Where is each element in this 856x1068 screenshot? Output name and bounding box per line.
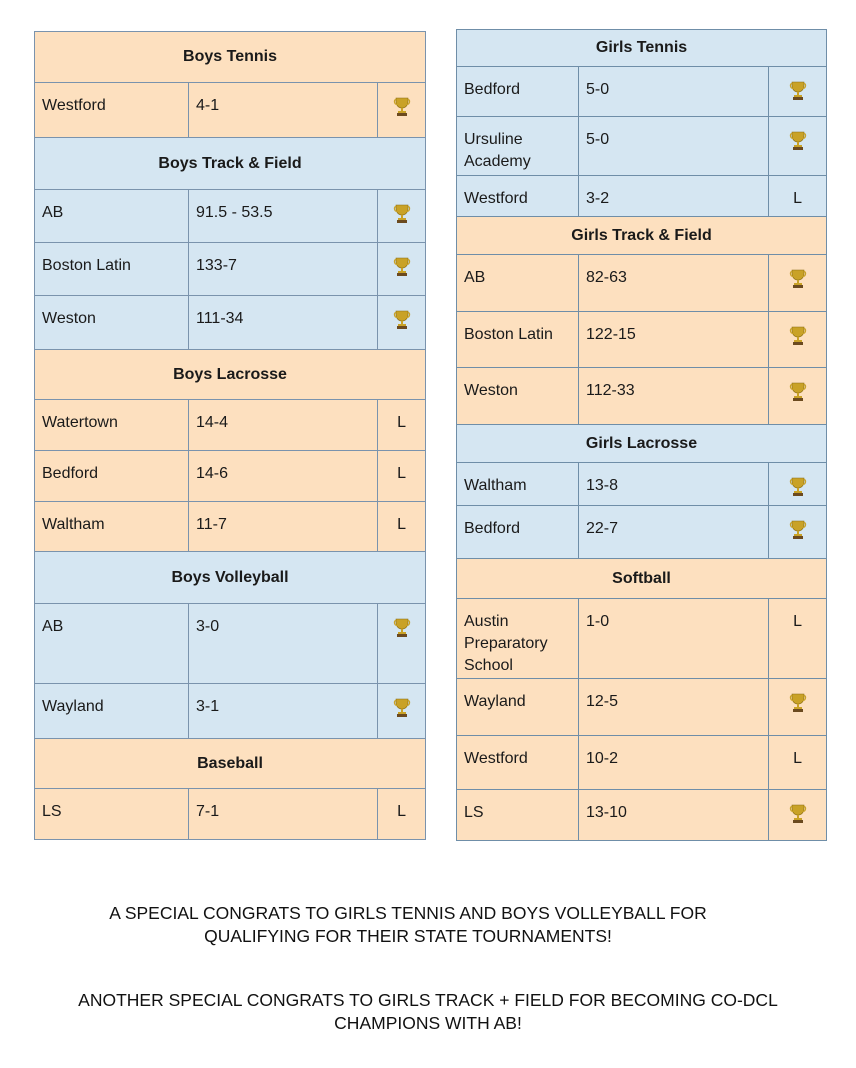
trophy-icon	[789, 267, 807, 289]
result-cell	[769, 463, 827, 506]
result-cell	[378, 400, 426, 451]
section-header-row	[457, 425, 827, 463]
congrats-note-dcl-text: ANOTHER SPECIAL CONGRATS TO GIRLS TRACK + FIELD FOR BECOMING CO-DCL CHAMPIONS WITH AB!	[78, 990, 778, 1033]
table-row	[35, 789, 426, 840]
loss-marker: L	[793, 613, 802, 630]
result-cell	[378, 451, 426, 502]
opponent-cell: Westford	[457, 176, 579, 217]
table-row	[457, 312, 827, 368]
opponent-cell: Bedford	[35, 451, 189, 502]
score-cell: 82-63	[579, 255, 769, 312]
score-cell: 91.5 - 53.5	[189, 190, 378, 243]
section-title: Baseball	[35, 739, 426, 789]
loss-marker: L	[793, 190, 802, 207]
score-cell: 12-5	[579, 679, 769, 736]
opponent-cell: Austin Preparatory School	[457, 599, 579, 679]
result-cell	[769, 176, 827, 217]
congrats-note-dcl	[0, 989, 856, 1035]
score-cell: 1-0	[579, 599, 769, 679]
trophy-icon	[789, 324, 807, 346]
opponent-cell: Weston	[35, 296, 189, 350]
opponent-cell: Boston Latin	[35, 243, 189, 296]
section-header-row	[35, 350, 426, 400]
table-row	[457, 255, 827, 312]
section-title: Girls Tennis	[457, 30, 827, 67]
table-row	[457, 463, 827, 506]
table-row	[35, 684, 426, 739]
score-cell: 111-34	[189, 296, 378, 350]
result-cell	[378, 83, 426, 138]
score-cell: 5-0	[579, 117, 769, 176]
table-row	[457, 736, 827, 790]
result-cell	[769, 736, 827, 790]
result-cell	[769, 255, 827, 312]
opponent-cell: Ursuline Academy	[457, 117, 579, 176]
table-row	[35, 83, 426, 138]
trophy-icon	[789, 129, 807, 151]
section-title: Softball	[457, 559, 827, 599]
opponent-cell: Waltham	[35, 502, 189, 552]
result-cell	[769, 67, 827, 117]
score-cell: 11-7	[189, 502, 378, 552]
score-cell: 5-0	[579, 67, 769, 117]
section-title: Boys Lacrosse	[35, 350, 426, 400]
score-cell: 112-33	[579, 368, 769, 425]
congrats-note-state	[0, 902, 856, 948]
score-cell: 22-7	[579, 506, 769, 559]
trophy-icon	[789, 79, 807, 101]
trophy-icon	[393, 255, 411, 277]
score-cell: 4-1	[189, 83, 378, 138]
trophy-icon	[789, 380, 807, 402]
trophy-icon	[393, 696, 411, 718]
result-cell	[378, 243, 426, 296]
result-cell	[769, 506, 827, 559]
opponent-cell: LS	[35, 789, 189, 840]
opponent-cell: Weston	[457, 368, 579, 425]
result-cell	[769, 790, 827, 841]
opponent-cell: Bedford	[457, 506, 579, 559]
result-cell	[769, 679, 827, 736]
score-cell: 133-7	[189, 243, 378, 296]
section-header-row	[35, 138, 426, 190]
trophy-icon	[789, 691, 807, 713]
score-cell: 3-2	[579, 176, 769, 217]
score-cell: 14-6	[189, 451, 378, 502]
table-row	[35, 400, 426, 451]
score-cell: 7-1	[189, 789, 378, 840]
result-cell	[378, 684, 426, 739]
section-header-row	[457, 559, 827, 599]
opponent-cell: LS	[457, 790, 579, 841]
right-results-table	[456, 29, 827, 841]
trophy-icon	[393, 202, 411, 224]
table-row	[457, 506, 827, 559]
opponent-cell: Boston Latin	[457, 312, 579, 368]
loss-marker: L	[397, 465, 406, 482]
result-cell	[378, 190, 426, 243]
opponent-cell: AB	[35, 604, 189, 684]
result-cell	[378, 789, 426, 840]
table-row	[457, 790, 827, 841]
opponent-cell: Westford	[457, 736, 579, 790]
section-header-row	[457, 217, 827, 255]
score-cell: 122-15	[579, 312, 769, 368]
table-row	[457, 599, 827, 679]
table-row	[35, 451, 426, 502]
score-cell: 13-8	[579, 463, 769, 506]
result-cell	[378, 296, 426, 350]
section-header-row	[35, 552, 426, 604]
result-cell	[378, 502, 426, 552]
score-cell: 3-0	[189, 604, 378, 684]
trophy-icon	[393, 616, 411, 638]
table-row	[457, 176, 827, 217]
loss-marker: L	[397, 803, 406, 820]
opponent-cell: Bedford	[457, 67, 579, 117]
table-row	[35, 243, 426, 296]
score-cell: 10-2	[579, 736, 769, 790]
loss-marker: L	[397, 414, 406, 431]
table-row	[457, 368, 827, 425]
loss-marker: L	[793, 750, 802, 767]
trophy-icon	[789, 518, 807, 540]
section-title: Boys Volleyball	[35, 552, 426, 604]
opponent-cell: Waltham	[457, 463, 579, 506]
table-row	[457, 679, 827, 736]
trophy-icon	[393, 95, 411, 117]
section-title: Girls Lacrosse	[457, 425, 827, 463]
table-row	[35, 604, 426, 684]
table-row	[457, 67, 827, 117]
table-row	[35, 502, 426, 552]
trophy-icon	[789, 802, 807, 824]
result-cell	[378, 604, 426, 684]
table-row	[35, 190, 426, 243]
section-title: Boys Tennis	[35, 32, 426, 83]
section-header-row	[35, 32, 426, 83]
congrats-note-state-text: A SPECIAL CONGRATS TO GIRLS TENNIS AND BOYS VOLLEYBALL FOR QUALIFYING FOR THEIR STATE TOURNAMENTS!	[109, 903, 707, 946]
section-title: Boys Track & Field	[35, 138, 426, 190]
table-row	[35, 296, 426, 350]
opponent-cell: Wayland	[457, 679, 579, 736]
score-cell: 3-1	[189, 684, 378, 739]
opponent-cell: AB	[35, 190, 189, 243]
opponent-cell: Watertown	[35, 400, 189, 451]
score-cell: 13-10	[579, 790, 769, 841]
result-cell	[769, 599, 827, 679]
left-results-table	[34, 31, 426, 840]
table-row	[457, 117, 827, 176]
score-cell: 14-4	[189, 400, 378, 451]
opponent-cell: Westford	[35, 83, 189, 138]
trophy-icon	[789, 475, 807, 497]
section-header-row	[457, 30, 827, 67]
opponent-cell: AB	[457, 255, 579, 312]
trophy-icon	[393, 308, 411, 330]
section-header-row	[35, 739, 426, 789]
result-cell	[769, 312, 827, 368]
result-cell	[769, 368, 827, 425]
section-title: Girls Track & Field	[457, 217, 827, 255]
loss-marker: L	[397, 516, 406, 533]
result-cell	[769, 117, 827, 176]
opponent-cell: Wayland	[35, 684, 189, 739]
